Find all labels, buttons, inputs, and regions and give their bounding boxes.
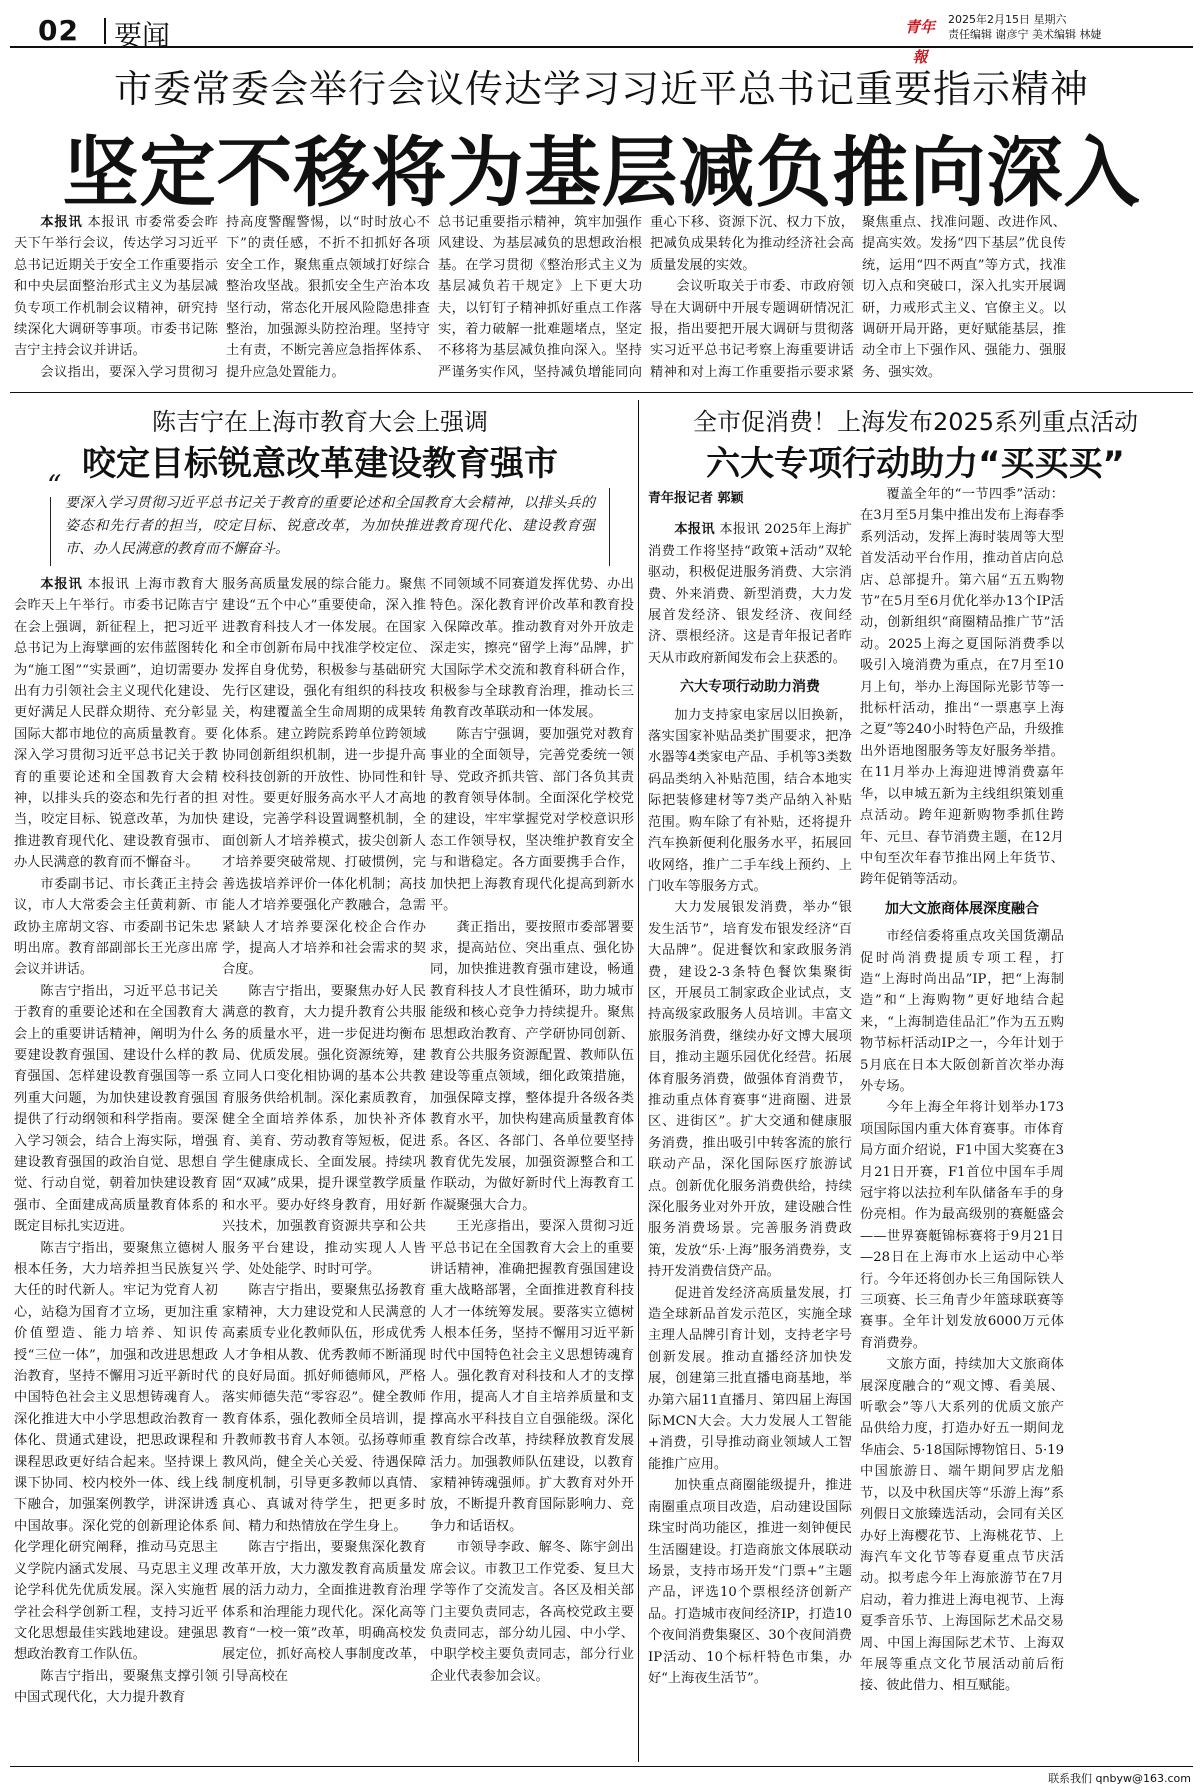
paragraph: 加力支持家电家居以旧换新，落实国家补贴品类扩围要求，把净水器等4类家电产品、手机等3类数码品类纳入补贴范围，结合本地实际把装修建材等7类产品纳入补贴范围。购车除了有补贴，还将提升汽车换新便利化服务水平，拓展回收网络，推广二手车线上预约、上门收车等服务方式。 (648, 707, 852, 894)
story2-column-2 (222, 574, 426, 1762)
paragraph-text: 本报讯 2025年上海扩消费工作将坚持“政策+活动”双轮驱动，积极促进服务消费、大宗消费、外来消费、新型消费，大力发展首发经济、银发经济、夜间经济、票根经济。这是青年报记者昨天从市政府新闻发布会上获悉的。 (648, 522, 852, 666)
footer-contact: 联系我们 qnbyw@163.com (1048, 1772, 1191, 1785)
paragraph: 促进首发经济高质量发展，打造全球新品首发示范区，实施全球主理人品牌引育计划，支持老字号创新发展。推动直播经济加快发展，创建第三批直播电商基地，举办第六届11直播月、第四届上海国际MCN大会。大力发展人工智能+消费，引导推动商业领域人工智能推广应用。 (648, 1285, 852, 1472)
story1-column-1 (14, 212, 218, 384)
editors: 责任编辑 谢彦宁 美术编辑 林婕 (948, 28, 1102, 41)
paragraph: 本报讯 本报讯 上海市教育大会昨天上午举行。市委书记陈吉宁在会上强调，新征程上，把习近平总书记为上海擘画的宏伟蓝图转化为“施工图”“实景画”，迫切需要办出有力引领社会主义现代化建设、更好满足人民群众期待、充分彰显国际大都市地位的高质量教育。要深入学习贯彻习近平总书记关于教育的重要论述和全国教育大会精神，以排头兵的姿态和先行者的担当，咬定目标、锐意改革，为加快推进教育现代化、建设教育强市、办人民满意的教育而不懈奋斗。 (14, 577, 218, 871)
story1-column-2 (226, 212, 430, 384)
story1-column-4 (650, 212, 854, 384)
story1-column-5 (862, 212, 1066, 384)
paragraph: 今年上海全年将计划举办173项国际国内重大体育赛事。市体育局方面介绍说，F1中国大奖赛在3月21日开赛，F1首位中国车手周冠宇将以法拉利车队储备车手的身份亮相。作为最高级别的赛艇盛会——世界赛艇锦标赛将于9月21日—28日在上海市水上运动中心举行。今年还将创办长三角国际铁人三项赛、长三角青少年篮球联赛等赛事。全年计划发放6000万元体育消费券。 (860, 1100, 1064, 1351)
story3-headline: 六大专项行动助力“买买买” (706, 444, 1125, 484)
paragraph: 市委副书记、市长龚正主持会议，市人大常委会主任黄莉新、市政协主席胡文容、市委副书记朱忠明出席。教育部副部长王光彦出席会议并讲话。 (14, 876, 218, 978)
header-divider (104, 18, 106, 44)
story1-kicker: 市委常委会举行会议传达学习习近平总书记重要指示精神 (113, 67, 1089, 111)
paragraph: 大力发展银发消费，举办“银发生活节”，培育发布银发经济“百大品牌”。促进餐饮和家政服务消费，建设2-3条特色餐饮集聚街区，开展员工制家政企业试点，支持高级家政服务人员培训。丰富文旅服务消费，继续办好文博大展项目，推动主题乐园优化经营。拓展体育服务消费，做强体育消费节，推动重点体育赛事“进商圈、进景区、进街区”。扩大交通和健康服务消费，推出吸引中转客流的旅行联动产品，深化国际医疗旅游试点。创新优化服务消费供给，持续深化服务业对外开放，建设融合性服务消费场景。完善服务消费政策，发放“乐·上海”服务消费券，支持开发消费信贷产品。 (648, 900, 852, 1280)
subhead: 加大文旅商体展深度融合 (885, 900, 1039, 917)
paragraph: 陈吉宁强调，要加强党对教育事业的全面领导，完善党委统一领导、党政齐抓共管、部门各负其责的教育领导体制。全面深化学校党的建设，牢牢掌握党对学校意识形态工作领导权，坚决维护教育安全与和谐稳定。各方面要携手合作，加快把上海教育现代化提高到新水平。 (430, 726, 634, 914)
paragraph: 会议指出，要深入学习贯彻习 (40, 364, 218, 380)
paragraph: 重心下移、资源下沉、权力下放，把减负成果转化为推动经济社会高质量发展的实效。 (650, 215, 854, 273)
paragraph: 覆盖全年的“一节四季”活动：在3月至5月集中推出发布上海春季系列活动，发挥上海时装周等大型首发活动平台作用，推动首店向总店、总部提升。第六届“五五购物节”在5月至6月优化举办13个IP活动，创新组织“商圈精品推广节”活动。2025上海之夏国际消费季以吸引入境消费为重点，在7月至10月上旬，举办上海国际光影节等一批标杆活动，推出“一票惠享上海之夏”等240小时特色产品，升级推出外语地图服务等友好服务举措。在11月举办上海迎进博消费嘉年华，以申城五新为主线组织策划重点活动。跨年迎新购物季抓住跨年、元旦、春节消费主题，在12月中旬至次年春节推出网上年货节、跨年促销等活动。 (860, 487, 1064, 888)
masthead-info (948, 12, 1102, 42)
paragraph: 陈吉宁指出，要聚焦弘扬教育家精神，大力建设党和人民满意的高素质专业化教师队伍，形成优秀人才争相从教、优秀教师不断涌现的良好局面。抓好师德师风，严格落实师德失范“零容忍”。健全教师教育体系，强化教师全员培训，提升教师教书育人本领。弘扬尊师重教风尚，健全关心关爱、待遇保障制度机制，引导更多教师以真情、真心、真诚对待学生，把更多时间、精力和热情放在学生身上。 (222, 1283, 426, 1534)
quote-mark-icon: “ (43, 474, 65, 497)
paragraph: 市领导李政、解冬、陈宇剑出席会议。市教卫工作党委、复旦大学等作了交流发言。各区及相关部门主要负责同志，各高校党政主要负责同志，部分幼儿园、中小学、中职学校主要负责同志，部分行业企业代表参加会议。 (430, 1540, 634, 1684)
paragraph-text: 本报讯 市委常委会昨天下午举行会议，传达学习习近平总书记近期关于安全工作重要指示和中央层面整治形式主义为基层减负专项工作机制会议精神，研究持续深化大调研等事项。市委书记陈吉宁主持会议并讲话。 (14, 215, 218, 359)
subhead: 六大专项行动助力消费 (680, 679, 820, 696)
divider (10, 392, 1193, 393)
paragraph: 本报讯 本报讯 市委常委会昨天下午举行会议，传达学习习近平总书记近期关于安全工作重要指示和中央层面整治形式主义为基层减负专项工作机制会议精神，研究持续深化大调研等事项。市委书记陈吉宁主持会议并讲话。 (14, 215, 218, 359)
paragraph: 本报讯 本报讯 2025年上海扩消费工作将坚持“政策+活动”双轮驱动，积极促进服务消费、大宗消费、外来消费、新型消费，大力发展首发经济、银发经济、夜间经济、票根经济。这是青年报记者昨天从市政府新闻发布会上获悉的。 (648, 522, 852, 666)
paragraph: 王光彦指出，要深入贯彻习近平总书记在全国教育大会上的重要讲话精神，准确把握教育强国建设重大战略部署，全面推进教育科技人才一体统筹发展。要落实立德树人根本任务，坚持不懈用习近平新时代中国特色社会主义思想铸魂育人。强化教育对科技和人才的支撑作用，提高人才自主培养质量和支撑高水平科技自立自强能级。深化教育综合改革，持续释放教育发展活力。加强教师队伍建设，以教育家精神铸魂强师。扩大教育对外开放，不断提升教育国际影响力、竞争力和话语权。 (430, 1219, 634, 1534)
paragraph: 加快重点商圈能级提升，推进南圈重点项目改造，启动建设国际珠宝时尚功能区，推进一刻钟便民生活圈建设。打造商旅文体展联动场景，支持市场开发“门票+”主题产品，评选10个票根经济创新产品。打造城市夜间经济IP，打造10个夜间消费集聚区、30个夜间消费IP活动、10个标杆特色市集，办好“上海夜生活节”。 (648, 1478, 852, 1686)
story2-column-3 (430, 574, 634, 1762)
story3-column-1 (648, 484, 852, 1762)
story2-headline: 咬定目标锐意改革建设教育强市 (82, 444, 558, 484)
paragraph: 总书记重要指示精神，筑牢加强作风建设、为基层减负的思想政治根基。在学习贯彻《整治形式主义为基层减负若干规定》上下更大功夫，以钉钉子精神抓好重点工作落实，着力破解一批难题堵点，坚定不移将为基层减负推向深入。坚持严谨务实作风，坚持减负增能同向 (438, 215, 642, 380)
masthead-logo: 青年報 (904, 18, 935, 66)
paragraph: 不同领域不同赛道发挥优势、办出特色。深化教育评价改革和教育投入保障改革。推动教育对外开放走深走实，擦亮“留学上海”品牌，扩大国际学术交流和教育科研合作，积极参与全球教育治理，推动长三角教育改革联动和一体发展。 (430, 577, 634, 721)
story2-column-1 (14, 574, 218, 1762)
paragraph: 会议听取关于市委、市政府领导在大调研中开展专题调研情况汇报，指出要把开展大调研与贯彻落实习近平总书记考察上海重要讲话精神和对上海工作重要指示要求紧 (650, 279, 854, 380)
paragraph: 持高度警醒警惕，以“时时放心不下”的责任感，不折不扣抓好各项安全工作，聚焦重点领域打好综合整治攻坚战。狠抓安全生产治本攻坚行动，常态化开展风险隐患排查整治，加强源头防控治理。坚持守土有责，不断完善应急指挥体系、提升应急处置能力。 (226, 215, 430, 380)
paragraph: 陈吉宁指出，要聚焦办好人民满意的教育，大力提升教育公共服务的质量水平，进一步促进均衡布局、优质发展。强化资源统筹，建立同人口变化相协调的基本公共教育服务供给机制。深化素质教育，健全全面培养体系，加快补齐体育、美育、劳动教育等短板，促进学生健康成长、全面发展。持续巩固“双减”成果，提升课堂教学质量和水平。要办好终身教育，用好新兴技术，加强教育资源共享和公共服务平台建设，推动实现人人皆学、处处能学、时时可学。 (222, 983, 426, 1277)
story2-kicker: 陈吉宁在上海市教育大会上强调 (152, 408, 488, 436)
issue-date: 2025年2月15日 星期六 (948, 13, 1067, 26)
story2-pullquote (47, 469, 610, 566)
column-divider (638, 400, 639, 1762)
paragraph-text: 本报讯 上海市教育大会昨天上午举行。市委书记陈吉宁在会上强调，新征程上，把习近平总书记为上海擘画的宏伟蓝图转化为“施工图”“实景画”，迫切需要办出有力引领社会主义现代化建设、更好满足人民群众期待、充分彰显国际大都市地位的高质量教育。要深入学习贯彻习近平总书记关于教育的重要论述和全国教育大会精神，以排头兵的姿态和先行者的担当，咬定目标、锐意改革，为加快推进教育现代化、建设教育强市、办人民满意的教育而不懈奋斗。 (14, 577, 218, 871)
page-header (10, 6, 1193, 66)
paragraph: 陈吉宁指出，要聚焦支撑引领中国式现代化，大力提升教育 (14, 1668, 218, 1706)
story1-column-3 (438, 212, 642, 384)
byline: 青年报记者 郭颖 (648, 491, 744, 506)
story1-headline: 坚定不移将为基层减负推向深入 (62, 128, 1141, 217)
paragraph: 陈吉宁指出，要聚焦深化教育改革开放，大力激发教育高质量发展的活力动力，全面推进教育治理体系和治理能力现代化。深化高等教育“一校一策”改革，明确高校发展定位，抓好高校人事制度改革，引导高校在 (222, 1540, 426, 1684)
paragraph: 聚焦重点、找准问题、改进作风、提高实效。发扬“四下基层”优良传统，运用“四不两直”等方式，找准切入点和突破口，深入扎实开展调研，力戒形式主义、官僚主义。以调研开局开路，更好赋能基层，推动全市上下强作风、强能力、强服务、强实效。 (862, 215, 1066, 380)
paragraph: 陈吉宁指出，要聚焦立德树人根本任务，大力培养担当民族复兴大任的时代新人。牢记为党育人初心，站稳为国育才立场，更加注重价值塑造、能力培养、知识传授“三位一体”，加强和改进思想政治教育，坚持不懈用习近平新时代中国特色社会主义思想铸魂育人。深化推进大中小学思想政治教育一体化、贯通式建设，把思政课程和课程思政更好结合起来。坚持课上课下协同、校内校外一体、线上线下融合，加强案例教学，讲深讲透中国故事。深化党的创新理论体系化学理化研究阐释，推动马克思主义学院内涵式发展、马克思主义理论学科优先优质发展。深入实施哲学社会科学创新工程，支持习近平文化思想最佳实践地建设。建强思想政治教育工作队伍。 (14, 1240, 218, 1663)
paragraph (226, 383, 430, 384)
paragraph: 服务高质量发展的综合能力。聚焦建设“五个中心”重要使命，深入推进教育科技人才一体发展。在国家和全市创新布局中找准学校定位、发挥自身优势，积极参与基础研究先行区建设，强化有组织的科技攻关，构建覆盖全生命周期的成果转化体系。建立跨院系跨单位跨领域协同创新组织机制，进一步提升高校科技创新的开放性、协同性和针对性。要更好服务高水平人才高地建设，完善学科设置调整机制，全面创新人才培养模式，拔尖创新人才培养要突破常规、打破惯例，完善选拔培养评价一体化机制；高技能人才培养要强化产教融合，急需紧缺人才培养要深化校企合作办学，提高人才培养和社会需求的契合度。 (222, 577, 426, 978)
paragraph: 文旅方面，持续加大文旅商体展深度融合的“观文博、看美展、听歌会”等八大系列的优质文旅产品供给力度，打造办好五一期间龙华庙会、5·18国际博物馆日、5·19中国旅游日、端午期间罗店龙船节，以及中秋国庆等“乐游上海”系列假日文旅臻选活动，会同有关区办好上海樱花节、上海桃花节、上海汽车文化节等春夏重点节庆活动。拟考虑今年上海旅游节在7月启动，着力推进上海电视节、上海夏季音乐节、上海国际艺术品交易周、中国上海国际艺术节、上海双年展等重点文化节展活动前后衔接、彼此借力、相互赋能。 (860, 1357, 1064, 1694)
paragraph: 龚正指出，要按照市委部署要求，提高站位、突出重点、强化协同，加快推进教育强市建设，畅通教育科技人才良性循环，助力城市能级和核心竞争力持续提升。聚焦思想政治教育、产学研协同创新、教育公共服务资源配置、教师队伍建设等重点领域，细化政策措施，加强保障支撑，整体提升各级各类教育水平，加快构建高质量教育体系。各区、各部门、各单位要坚持教育优先发展，加强资源整合和工作联动，为做好新时代上海教育工作凝聚强大合力。 (430, 919, 634, 1213)
pullquote-text: 要深入学习贯彻习近平总书记关于教育的重要论述和全国教育大会精神，以排头兵的姿态和先行者的担当，咬定目标、锐意改革，为加快推进教育现代化、建设教育强市、办人民满意的教育而不懈奋斗。 (65, 495, 595, 557)
paragraph: 市经信委将重点攻关国货潮品促时尚消费提质专项工程，打造“上海时尚出品”IP，把“上海制造”和“上海购物”更好地结合起来，“上海制造佳品汇”作为五五购物节标杆活动IP之一，今年计划于5月底在日本大阪创新首次举办海外专场。 (860, 929, 1064, 1094)
section-title: 要闻 (114, 19, 171, 52)
paragraph (862, 383, 1066, 384)
footer-rule (10, 1766, 1193, 1767)
story3-column-2 (860, 484, 1064, 1762)
paragraph: 陈吉宁指出，习近平总书记关于教育的重要论述和在全国教育大会上的重要讲话精神，阐明为什么要建设教育强国、建设什么样的教育强国、怎样建设教育强国等一系列重大问题，为加快建设教育强国提供了行动纲领和科学指南。要深入学习领会，结合上海实际，增强建设教育强国的政治自觉、思想自觉、行动自觉，朝着加快建设教育强市、全面建成高质量教育体系的既定目标扎实迈进。 (14, 983, 218, 1235)
story3-kicker: 全市促消费！上海发布2025系列重点活动 (692, 408, 1139, 436)
page-number: 02 (38, 14, 79, 47)
